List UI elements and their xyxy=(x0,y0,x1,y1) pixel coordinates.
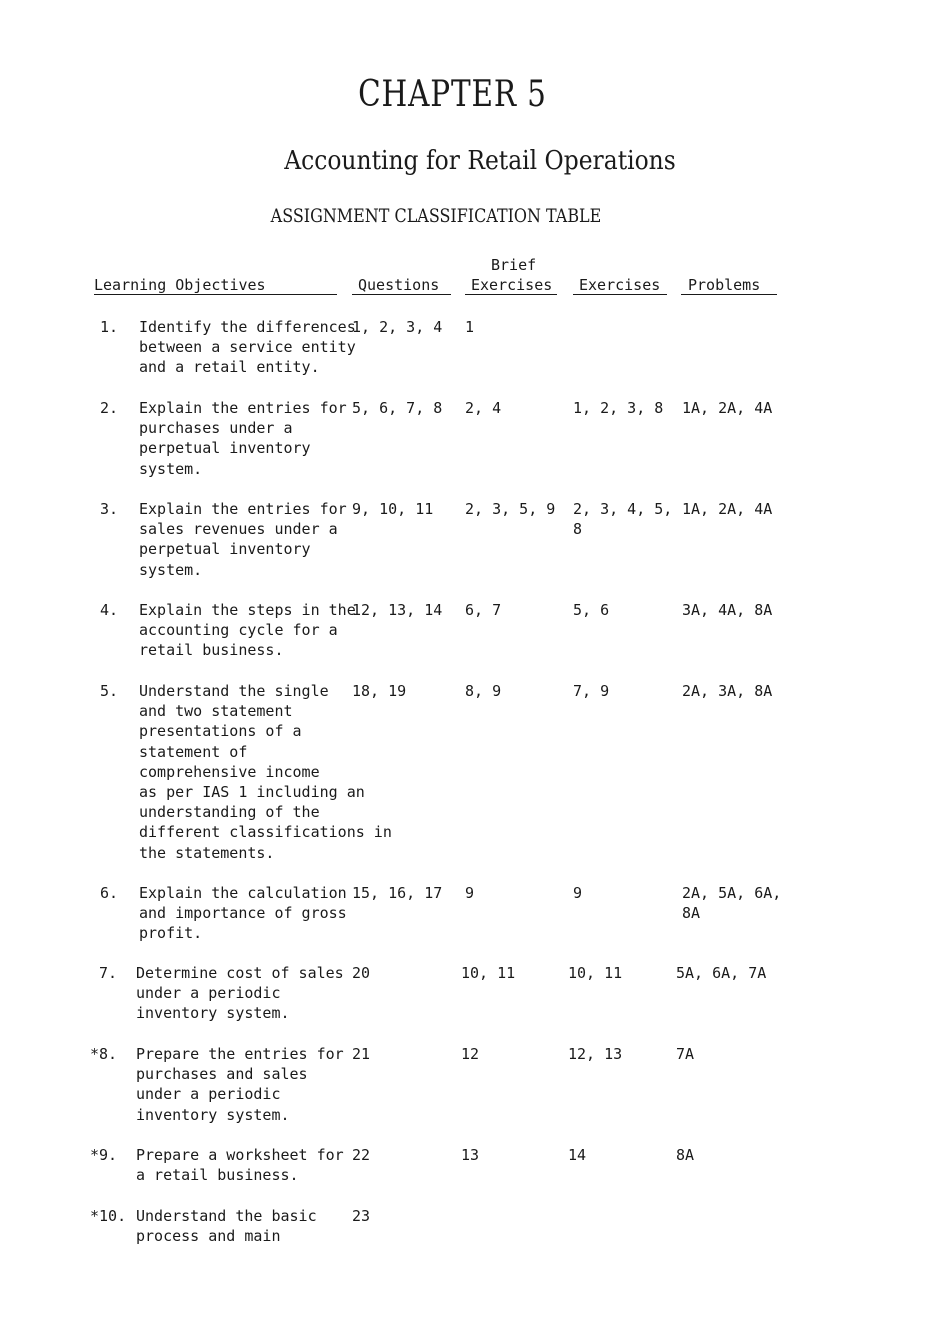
row-7-objective: Determine cost of sales under a periodic inventory system. xyxy=(136,964,344,1023)
row-1-number: 1. xyxy=(100,318,119,336)
row-2-number: 2. xyxy=(100,399,119,417)
row-3-objective: Explain the entries for sales revenues under a perpetual inventory system. xyxy=(139,500,347,579)
table-title: ASSIGNMENT CLASSIFICATION TABLE xyxy=(270,205,602,227)
chapter-subtitle: Accounting for Retail Operations xyxy=(284,146,676,176)
row-8-questions: 21 xyxy=(352,1045,371,1063)
row-2-problems: 1A, 2A, 4A xyxy=(682,399,773,417)
row-7-number: 7. xyxy=(99,964,118,982)
header-underline-objectives xyxy=(94,294,337,295)
header-learning-objectives: Learning Objectives xyxy=(94,276,266,294)
row-9-problems: 8A xyxy=(676,1146,695,1164)
row-9-objective: Prepare a worksheet for a retail business. xyxy=(136,1146,344,1185)
row-5-exercises: 7, 9 xyxy=(573,682,610,700)
row-2-objective: Explain the entries for purchases under a perpetual inventory system. xyxy=(139,399,347,478)
chapter-title: CHAPTER 5 xyxy=(358,74,547,115)
row-3-brief-exercises: 2, 3, 5, 9 xyxy=(465,500,556,518)
row-3-problems: 1A, 2A, 4A xyxy=(682,500,773,518)
header-underline-questions xyxy=(352,294,451,295)
header-underline-problems xyxy=(681,294,777,295)
row-4-brief-exercises: 6, 7 xyxy=(465,601,502,619)
row-9-exercises: 14 xyxy=(568,1146,587,1164)
row-1-brief-exercises: 1 xyxy=(465,318,475,336)
row-6-brief-exercises: 9 xyxy=(465,884,475,902)
row-8-brief-exercises: 12 xyxy=(461,1045,480,1063)
row-10-questions: 23 xyxy=(352,1207,371,1225)
row-2-brief-exercises: 2, 4 xyxy=(465,399,502,417)
row-7-questions: 20 xyxy=(352,964,371,982)
header-underline-exercises xyxy=(573,294,667,295)
row-6-exercises: 9 xyxy=(573,884,583,902)
row-6-problems: 2A, 5A, 6A, 8A xyxy=(682,884,782,923)
row-3-number: 3. xyxy=(100,500,119,518)
row-5-number: 5. xyxy=(100,682,119,700)
row-4-number: 4. xyxy=(100,601,119,619)
row-1-questions: 1, 2, 3, 4 xyxy=(352,318,443,336)
row-5-brief-exercises: 8, 9 xyxy=(465,682,502,700)
row-4-problems: 3A, 4A, 8A xyxy=(682,601,773,619)
row-5-objective: Understand the single and two statement presentations of a statement of comprehensive income as per IAS 1 including an understanding of the different classifications in the statements. xyxy=(139,682,392,862)
row-10-number: *10. xyxy=(90,1207,127,1225)
row-7-brief-exercises: 10, 11 xyxy=(461,964,516,982)
row-6-number: 6. xyxy=(100,884,119,902)
row-9-brief-exercises: 13 xyxy=(461,1146,480,1164)
row-3-questions: 9, 10, 11 xyxy=(352,500,434,518)
row-9-questions: 22 xyxy=(352,1146,371,1164)
row-7-problems: 5A, 6A, 7A xyxy=(676,964,767,982)
row-8-objective: Prepare the entries for purchases and sales under a periodic inventory system. xyxy=(136,1045,344,1124)
row-4-objective: Explain the steps in the accounting cycle for a retail business. xyxy=(139,601,356,660)
row-4-questions: 12, 13, 14 xyxy=(352,601,443,619)
header-problems: Problems xyxy=(688,276,761,294)
row-9-number: *9. xyxy=(90,1146,118,1164)
row-7-exercises: 10, 11 xyxy=(568,964,623,982)
header-brief-top: Brief xyxy=(491,256,537,274)
header-exercises: Exercises xyxy=(579,276,661,294)
row-5-problems: 2A, 3A, 8A xyxy=(682,682,773,700)
row-6-questions: 15, 16, 17 xyxy=(352,884,443,902)
row-8-number: *8. xyxy=(90,1045,118,1063)
row-4-exercises: 5, 6 xyxy=(573,601,610,619)
row-1-objective: Identify the differences between a service entity and a retail entity. xyxy=(139,318,356,377)
row-5-questions: 18, 19 xyxy=(352,682,407,700)
row-8-exercises: 12, 13 xyxy=(568,1045,623,1063)
row-10-objective: Understand the basic process and main xyxy=(136,1207,317,1246)
row-8-problems: 7A xyxy=(676,1045,695,1063)
header-underline-brief xyxy=(465,294,557,295)
row-2-exercises: 1, 2, 3, 8 xyxy=(573,399,664,417)
header-questions: Questions xyxy=(358,276,440,294)
row-3-exercises: 2, 3, 4, 5, 8 xyxy=(573,500,673,539)
header-brief-exercises: Exercises xyxy=(471,276,553,294)
row-6-objective: Explain the calculation and importance of gross profit. xyxy=(139,884,347,943)
row-2-questions: 5, 6, 7, 8 xyxy=(352,399,443,417)
